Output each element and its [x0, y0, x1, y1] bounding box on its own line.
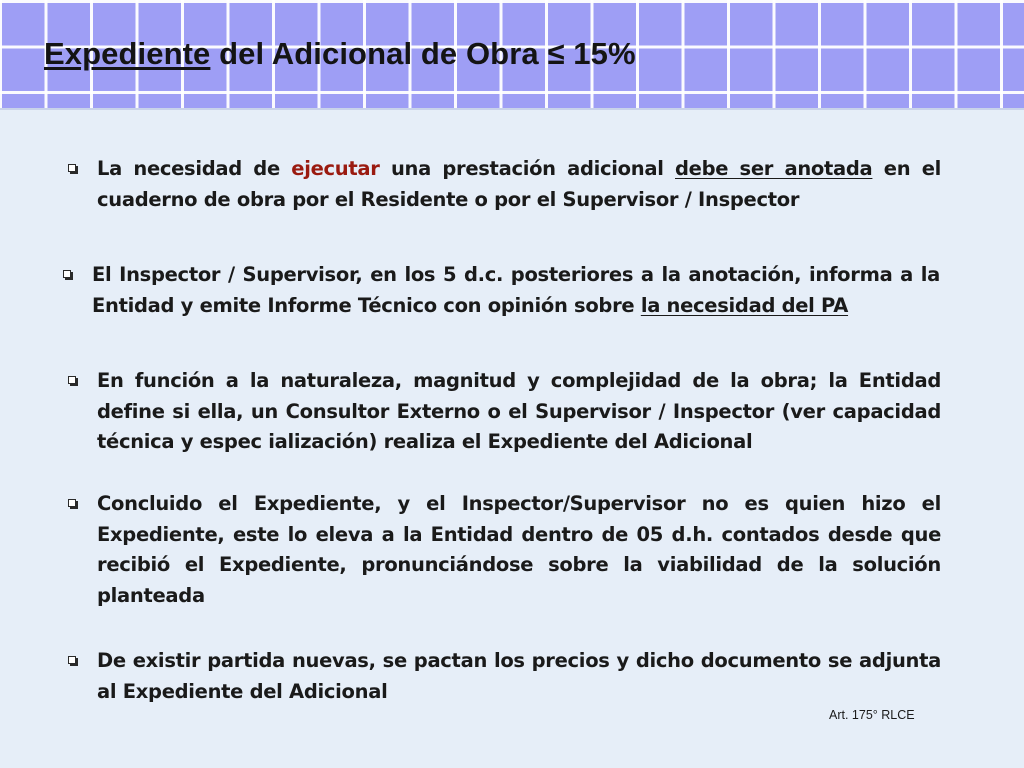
bullet-item-4 — [97, 489, 941, 611]
title-underlined-word: Expediente — [44, 36, 211, 71]
bullet-1-underlined-phrase: debe ser anotada — [675, 157, 873, 180]
bullet-item-5 — [97, 646, 941, 707]
bullet-1-text-b: una prestación adicional — [379, 157, 675, 180]
bullet-item-3 — [97, 366, 941, 458]
bullet-2-text-a: El Inspector / Supervisor, en los 5 d.c. posteriores a la anotación, informa a la Entidad y emite Informe Técnico con opinión sobre — [92, 263, 940, 317]
bullet-5-text: De existir partida nuevas, se pactan los precios y dicho documento se adjunta al Expediente del Adicional — [97, 649, 941, 703]
hollow-square-bullet-icon — [68, 376, 76, 384]
article-reference: Art. 175° RLCE — [829, 708, 915, 722]
bullet-item-2 — [92, 260, 940, 321]
hollow-square-bullet-icon — [63, 270, 71, 278]
bullet-1-text-c: en el cuaderno de obra por el Residente o por el Supervisor / Inspector — [97, 157, 942, 211]
bullet-3-text: En función a la naturaleza, magnitud y complejidad de la obra; la Entidad define si ella, un Consultor Externo o el Supervisor / Inspector (ver capacidad técnica y espec ialización) realiza el Expediente del Adicional — [97, 369, 941, 453]
bullet-4-text: Concluido el Expediente, y el Inspector/Supervisor no es quien hizo el Expediente, este lo eleva a la Entidad dentro de 05 d.h. contados desde que recibió el Expediente, pronunciándose sobre la viabilidad de la solución planteada — [97, 492, 941, 607]
bullet-item-1 — [97, 154, 941, 215]
hollow-square-bullet-icon — [68, 656, 76, 664]
hollow-square-bullet-icon — [68, 499, 76, 507]
bullet-1-text-a: La necesidad de — [97, 157, 292, 180]
bullet-2-underlined-phrase: la necesidad del PA — [640, 293, 849, 317]
hollow-square-bullet-icon — [68, 164, 76, 172]
title-rest: del Adicional de Obra ≤ 15% — [210, 36, 636, 71]
page-title — [44, 36, 636, 72]
bullet-1-emphasis-ejecutar: ejecutar — [291, 157, 380, 180]
